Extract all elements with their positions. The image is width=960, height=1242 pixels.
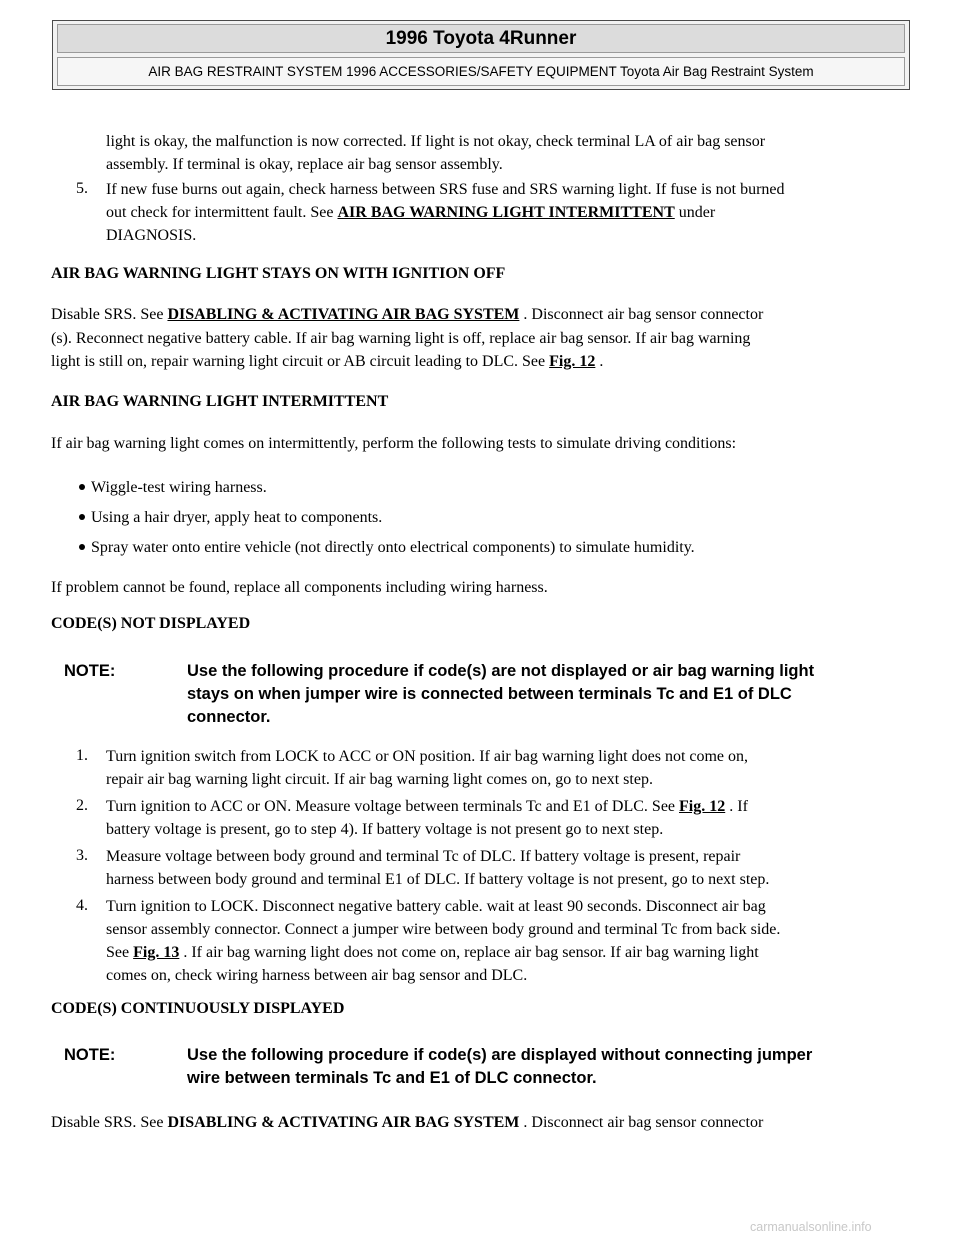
step-2-number: 2. (76, 797, 88, 814)
note-line-2: wire between terminals Tc and E1 of DLC connector. (187, 1069, 597, 1087)
watermark: carmanualsonline.info (750, 1220, 872, 1234)
step-2-line-1: Turn ignition to ACC or ON. Measure voltage between terminals Tc and E1 of DLC. See Fig. 12 . If (106, 798, 748, 815)
page-header (52, 20, 910, 90)
stays-on-line-2: (s). Reconnect negative battery cable. If air bag warning light is off, replace air bag sensor. If air bag warning (51, 330, 751, 347)
intro-line-1: light is okay, the malfunction is now corrected. If light is not okay, check terminal LA of air bag sensor (106, 133, 766, 150)
bullet-icon (79, 544, 85, 550)
page-subtitle: AIR BAG RESTRAINT SYSTEM 1996 ACCESSORIES/SAFETY EQUIPMENT Toyota Air Bag Restraint System (57, 57, 905, 86)
bullet-icon (79, 514, 85, 520)
note-label: NOTE: (64, 1046, 116, 1064)
step-4-line-4: comes on, check wiring harness between air bag sensor and DLC. (106, 967, 528, 984)
step-5-line-3: DIAGNOSIS. (106, 227, 197, 244)
step-5-number: 5. (76, 180, 88, 197)
link-fig-12[interactable]: Fig. 12 (679, 798, 726, 815)
note-line-3: connector. (187, 708, 271, 726)
heading-intermittent: AIR BAG WARNING LIGHT INTERMITTENT (51, 393, 389, 410)
link-fig-12[interactable]: Fig. 12 (549, 353, 596, 370)
note-line-1: Use the following procedure if code(s) are displayed without connecting jumper (187, 1046, 813, 1064)
heading-stays-on: AIR BAG WARNING LIGHT STAYS ON WITH IGNITION OFF (51, 265, 506, 282)
intermittent-intro: If air bag warning light comes on intermittently, perform the following tests to simulate driving conditions: (51, 435, 737, 452)
link-air-bag-warning-light-intermittent[interactable]: AIR BAG WARNING LIGHT INTERMITTENT (337, 204, 675, 221)
step-4-line-1: Turn ignition to LOCK. Disconnect negative battery cable. wait at least 90 seconds. Disconnect air bag (106, 898, 766, 915)
step-3-number: 3. (76, 847, 88, 864)
bullet-item-1: Wiggle-test wiring harness. (91, 479, 267, 496)
stays-on-line-1: Disable SRS. See DISABLING & ACTIVATING AIR BAG SYSTEM . Disconnect air bag sensor connector (51, 306, 764, 323)
step-3-line-1: Measure voltage between body ground and terminal Tc of DLC. If battery voltage is present, repair (106, 848, 741, 865)
link-fig-13[interactable]: Fig. 13 (133, 944, 180, 961)
step-1-line-1: Turn ignition switch from LOCK to ACC or ON position. If air bag warning light does not come on, (106, 748, 749, 765)
note-label: NOTE: (64, 662, 116, 680)
step-4-number: 4. (76, 897, 88, 914)
intro-line-2: assembly. If terminal is okay, replace air bag sensor assembly. (106, 156, 503, 173)
link-disabling-activating[interactable]: DISABLING & ACTIVATING AIR BAG SYSTEM (167, 306, 520, 323)
step-4-line-2: sensor assembly connector. Connect a jumper wire between body ground and terminal Tc from back side. (106, 921, 781, 938)
note-line-1: Use the following procedure if code(s) are not displayed or air bag warning light (187, 662, 815, 680)
step-5-line-2: out check for intermittent fault. See AIR BAG WARNING LIGHT INTERMITTENT under (106, 204, 716, 221)
bullet-item-2: Using a hair dryer, apply heat to components. (91, 509, 383, 526)
step-1-number: 1. (76, 747, 88, 764)
step-4-line-3: See Fig. 13 . If air bag warning light does not come on, replace air bag sensor. If air bag warning light (106, 944, 759, 961)
bullet-item-3: Spray water onto entire vehicle (not directly onto electrical components) to simulate humidity. (91, 539, 695, 556)
step-1-line-2: repair air bag warning light circuit. If air bag warning light comes on, go to next step. (106, 771, 653, 788)
intermittent-closing: If problem cannot be found, replace all components including wiring harness. (51, 579, 548, 596)
heading-not-displayed: CODE(S) NOT DISPLAYED (51, 615, 251, 632)
bullet-icon (79, 484, 85, 490)
step-5-line-1: If new fuse burns out again, check harness between SRS fuse and SRS warning light. If fuse is not burned (106, 181, 785, 198)
stays-on-line-3: light is still on, repair warning light circuit or AB circuit leading to DLC. See Fig. 12 . (51, 353, 604, 370)
step-2-line-2: battery voltage is present, go to step 4). If battery voltage is not present go to next step. (106, 821, 664, 838)
heading-continuous: CODE(S) CONTINUOUSLY DISPLAYED (51, 1000, 345, 1017)
step-3-line-2: harness between body ground and terminal E1 of DLC. If battery voltage is not present, go to next step. (106, 871, 770, 888)
continuous-last-line: Disable SRS. See DISABLING & ACTIVATING AIR BAG SYSTEM . Disconnect air bag sensor connector (51, 1114, 764, 1131)
page-title: 1996 Toyota 4Runner (57, 24, 905, 53)
note-line-2: stays on when jumper wire is connected between terminals Tc and E1 of DLC (187, 685, 792, 703)
